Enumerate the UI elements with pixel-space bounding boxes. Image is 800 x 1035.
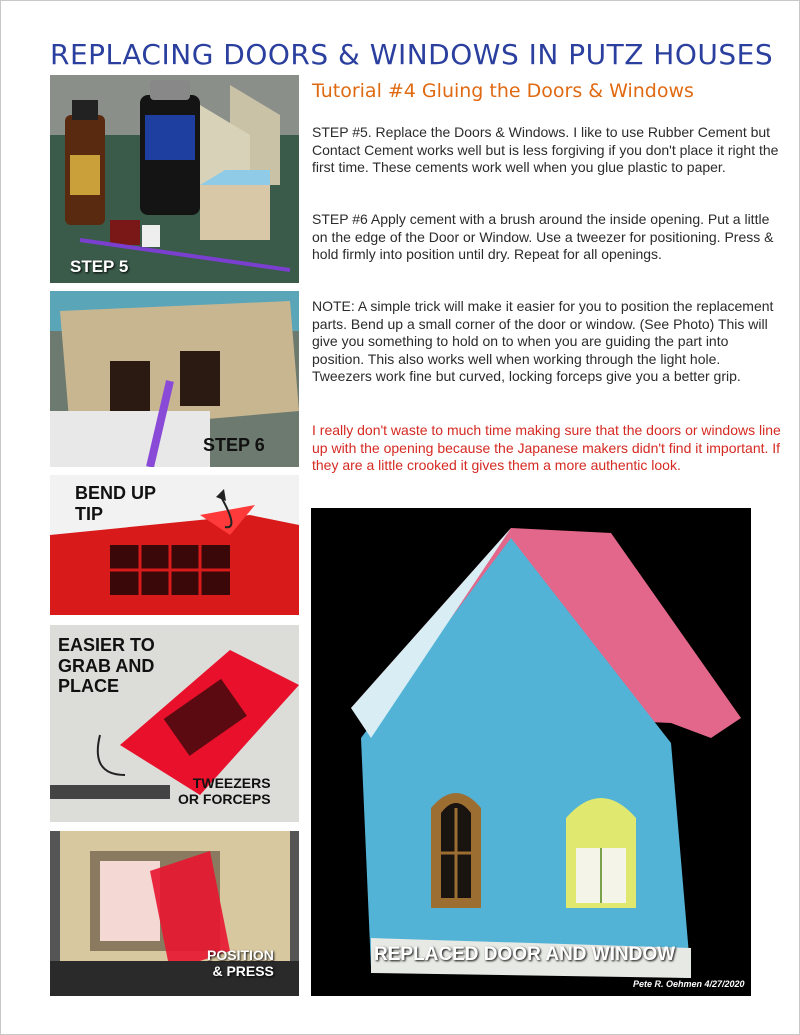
step6-photo: [50, 291, 299, 467]
step5-text: STEP #5. Replace the Doors & Windows. I like to use Rubber Cement but Contact Cement works well but is less forgiving if you don't place it right the first time. These cements work well when you glue plastic to paper.: [312, 124, 779, 175]
main-photo-label: REPLACED DOOR AND WINDOW: [374, 944, 676, 965]
position-press-label: POSITION & PRESS: [207, 947, 274, 980]
main-house-photo: [311, 508, 751, 996]
tweezers-label: TWEEZERS OR FORCEPS: [178, 775, 271, 808]
step5-label: STEP 5: [70, 257, 129, 276]
position-press-photo: [50, 831, 299, 996]
bend-tip-photo: [50, 475, 299, 615]
bend-tip-label: BEND UP TIP: [75, 483, 157, 524]
note-text: NOTE: A simple trick will make it easier for you to position the replacement parts. Bend up a small corner of the door or window. (See Photo) This will give you something to hold on to when you are guiding the part into position. This also works well when working through the light hole. Tweezers work fine but curved, locking forceps give you a better grip.: [312, 298, 774, 384]
step5-photo: [50, 75, 299, 283]
step6-label: STEP 6: [203, 435, 265, 455]
authentic-note-text: I really don't waste to much time making sure that the doors or windows line up with the opening because the Japanese makers didn't find it important. If they are a little crooked it gives them a more authentic look.: [312, 422, 781, 473]
photo-credit: Pete R. Oehmen 4/27/2020: [633, 979, 745, 989]
step6-text: STEP #6 Apply cement with a brush around the inside opening. Put a little on the edge of the Door or Window. Use a tweezer for positioning. Press & hold firmly into position until dry. Repeat for all openings.: [312, 211, 774, 262]
page-title: REPLACING DOORS & WINDOWS IN PUTZ HOUSES: [50, 38, 774, 71]
easier-grab-label: EASIER TO GRAB AND PLACE: [58, 635, 155, 697]
easier-grab-photo: [50, 625, 299, 822]
page-subtitle: Tutorial #4 Gluing the Doors & Windows: [312, 80, 694, 102]
